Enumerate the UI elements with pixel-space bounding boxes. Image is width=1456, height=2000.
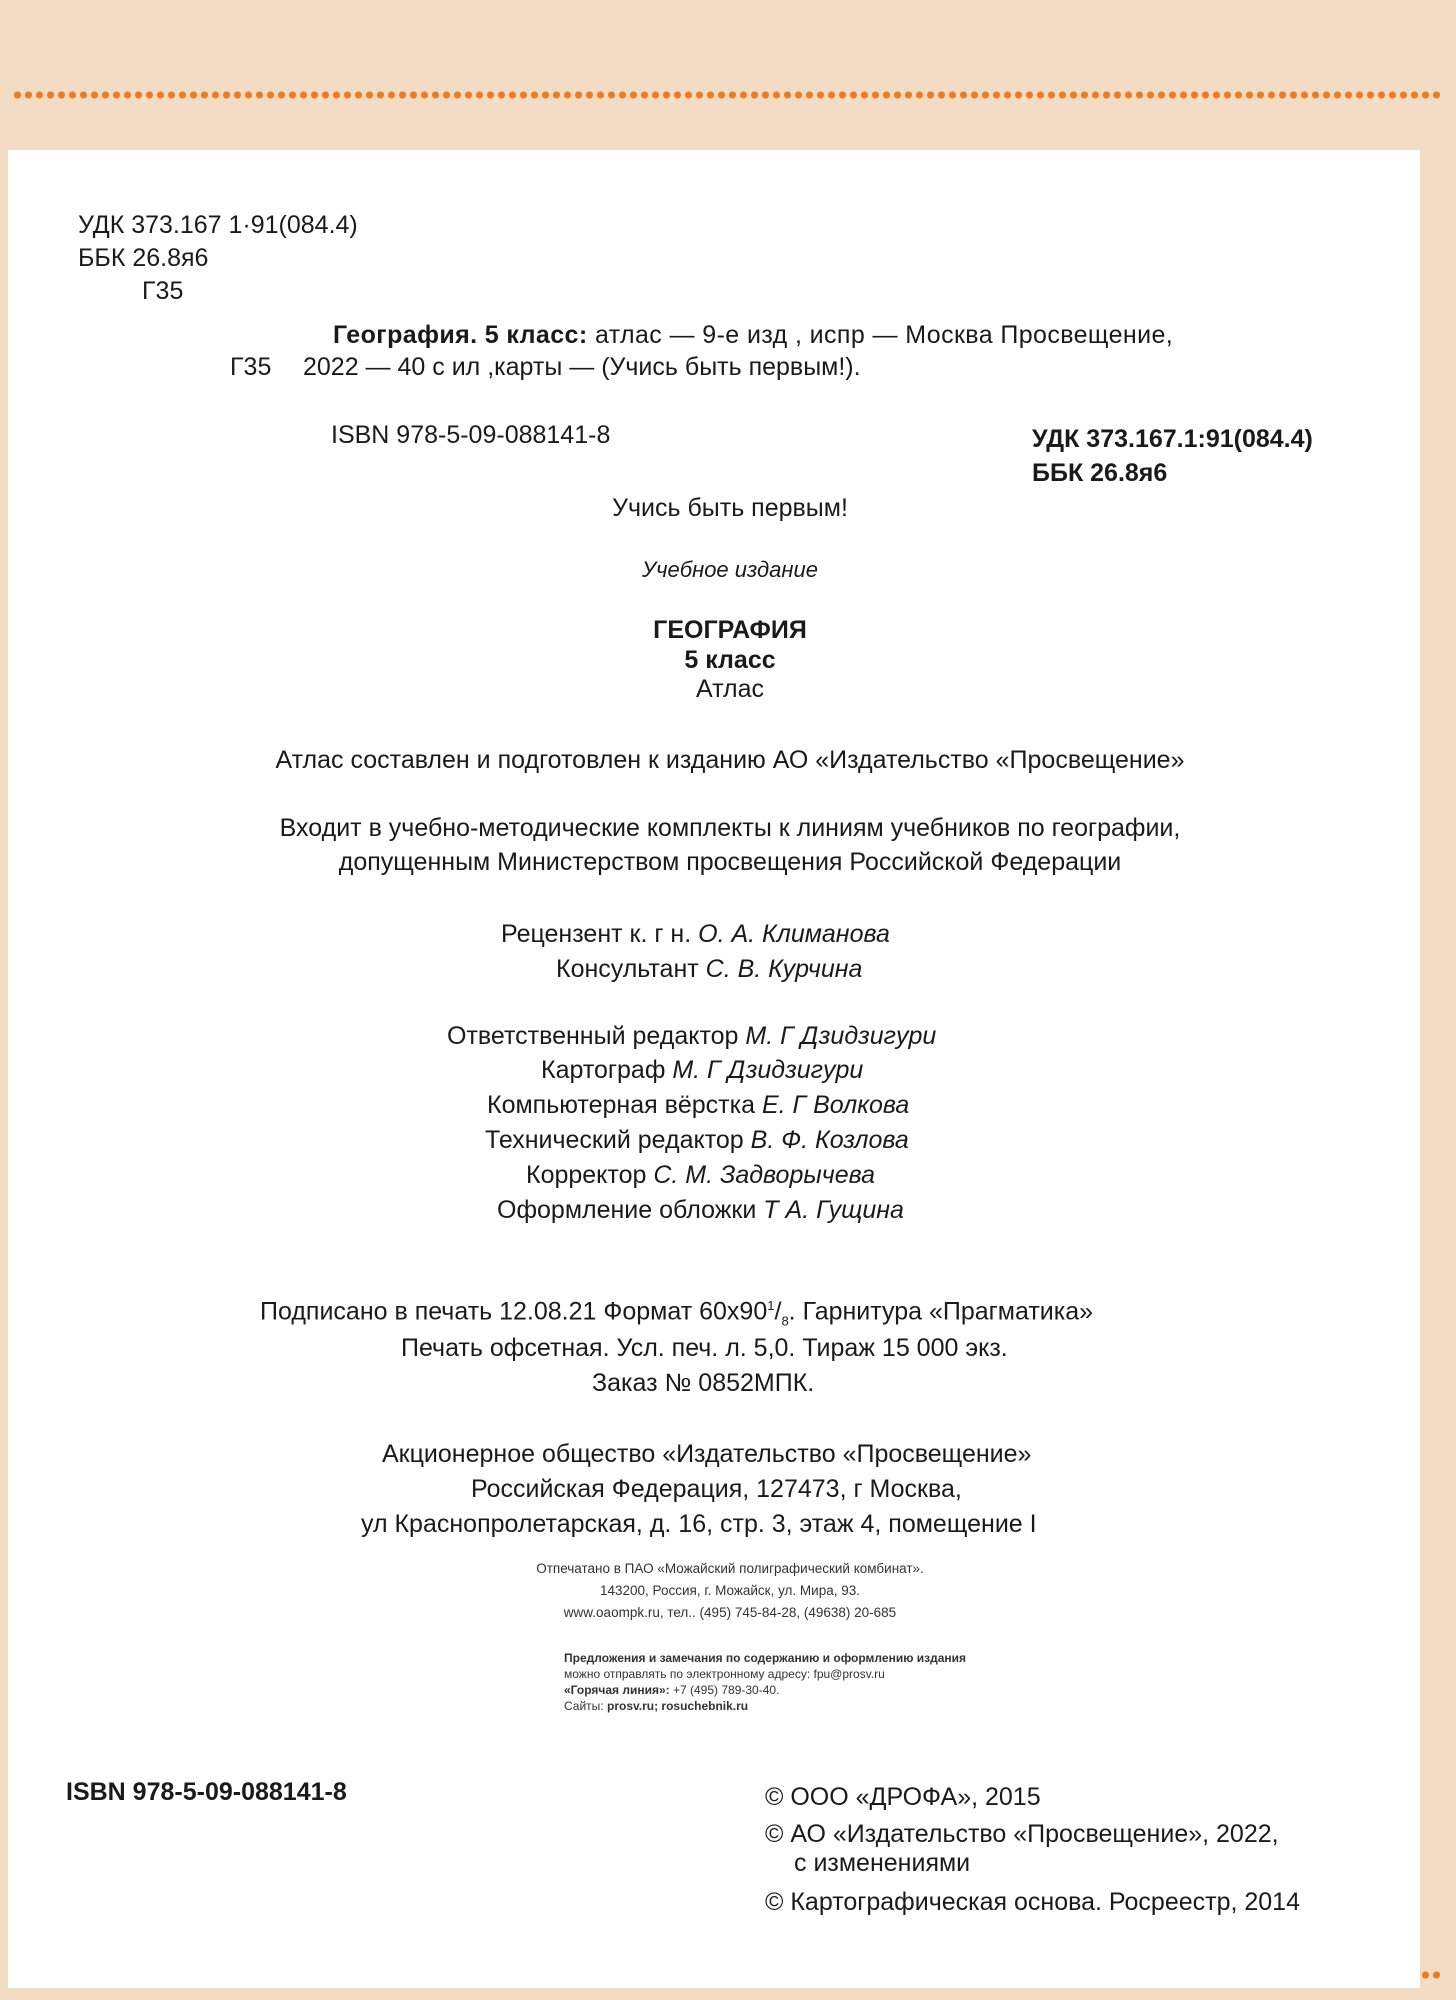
printer-line-2: 143200, Россия, г. Можайск, ул. Мира, 93. <box>600 1583 860 1598</box>
format-fraction-denominator: 8 <box>781 1313 789 1329</box>
credit-layout <box>487 1093 909 1118</box>
credit-cover-design <box>497 1198 904 1223</box>
format-fraction-numerator: 1 <box>767 1298 775 1313</box>
credit-name: С. В. Курчина <box>705 955 863 983</box>
hotline-number: +7 (495) 789-30-40. <box>673 1683 780 1697</box>
credit-role: Ответственный редактор <box>447 1022 739 1050</box>
credit-role: Консультант <box>556 955 699 983</box>
credit-name: С. М. Задворычева <box>653 1161 876 1189</box>
sites-label: Сайты: <box>564 1699 604 1713</box>
credit-editor <box>447 1024 936 1049</box>
compiled-by: Атлас составлен и подготовлен к изданию АО «Издательство «Просвещение» <box>275 746 1185 774</box>
udk-top: УДК 373.167 1·91(084.4) <box>78 211 358 239</box>
print-info-line-3: Заказ № 0852МПК. <box>592 1369 815 1397</box>
print-info-line-2: Печать офсетная. Усл. печ. л. 5,0. Тираж 15 000 экз. <box>401 1334 1008 1362</box>
bibliographic-mark: Г35 <box>230 353 272 381</box>
credit-tech-editor <box>485 1128 909 1153</box>
print-info-signed-format: Подписано в печать 12.08.21 Формат 60x90 <box>260 1297 768 1326</box>
credit-name: В. Ф. Козлова <box>750 1126 909 1154</box>
credit-role: Технический редактор <box>485 1126 744 1154</box>
printer-line-3: www.oaompk.ru, тел.. (495) 745-84-28, (49638) 20-685 <box>563 1605 897 1620</box>
publisher-line-3: ул Краснопролетарская, д. 16, стр. 3, этаж 4, помещение I <box>361 1510 1037 1538</box>
credit-consultant <box>556 957 862 982</box>
credit-name: Е. Г Волкова <box>761 1091 910 1119</box>
series-name: Учись быть первым! <box>612 494 848 522</box>
credit-proofreader <box>526 1163 875 1188</box>
credit-cartographer <box>541 1058 863 1083</box>
copyright-line-1: © ООО «ДРОФА», 2015 <box>765 1783 1041 1811</box>
grade-title: 5 класс <box>684 646 776 674</box>
printer-line-1: Отпечатано в ПАО «Можайский полиграфический комбинат». <box>536 1561 924 1576</box>
bibliographic-line-2: 2022 — 40 с ил ,карты — (Учись быть первым!). <box>303 353 861 381</box>
bbk-top: ББК 26.8я6 <box>78 244 209 272</box>
credit-name: Т А. Гущина <box>763 1196 904 1224</box>
publisher-line-1: Акционерное общество «Издательство «Просвещение» <box>382 1440 1032 1468</box>
credit-role: Корректор <box>526 1161 647 1189</box>
credit-name: М. Г Дзидзигури <box>672 1056 864 1084</box>
copyright-line-2b: с изменениями <box>794 1849 971 1877</box>
included-in-line-2: допущенным Министерством просвещения Российской Федерации <box>338 848 1122 876</box>
feedback-line-1: Предложения и замечания по содержанию и оформлению издания <box>564 1651 967 1665</box>
imprint-page <box>8 150 1420 1988</box>
feedback-hotline <box>564 1684 779 1696</box>
credit-role: Оформление обложки <box>497 1196 757 1224</box>
publisher-line-2: Российская Федерация, 127473, г Москва, <box>471 1475 962 1503</box>
bibliographic-line-1 <box>333 323 1173 348</box>
credit-reviewer <box>501 922 890 947</box>
subject-title: ГЕОГРАФИЯ <box>653 616 807 644</box>
credit-role: Рецензент к. г н. <box>501 920 692 948</box>
copyright-line-2: © АО «Издательство «Просвещение», 2022, <box>765 1820 1279 1848</box>
copyright-line-3: © Картографическая основа. Росреестр, 2014 <box>765 1888 1300 1916</box>
sites-list: prosv.ru; rosuchebnik.ru <box>606 1699 749 1713</box>
feedback-line-2: можно отправлять по электронному адресу: fpu@prosv.ru <box>564 1667 885 1681</box>
credit-role: Картограф <box>541 1056 666 1084</box>
credit-name: О. А. Климанова <box>698 920 890 948</box>
feedback-sites <box>564 1700 748 1712</box>
print-info-typeface: . Гарнитура «Прагматика» <box>788 1297 1094 1326</box>
credit-role: Компьютерная вёрстка <box>487 1091 756 1119</box>
bbk-right: ББК 26.8я6 <box>1032 459 1168 487</box>
credit-name: М. Г Дзидзигури <box>745 1022 937 1050</box>
isbn-record: ISBN 978-5-09-088141-8 <box>331 421 611 449</box>
edition-type: Учебное издание <box>642 557 818 582</box>
hotline-label: «Горячая линия»: <box>564 1683 670 1697</box>
included-in-line-1: Входит в учебно-методические комплекты к линиям учебников по географии, <box>279 814 1181 842</box>
udk-right: УДК 373.167.1:91(084.4) <box>1032 425 1313 453</box>
book-title-bold: География. 5 класс: <box>333 321 588 349</box>
author-mark-top: Г35 <box>142 277 184 305</box>
print-info-line-1: Подписано в печать 12.08.21 Формат $60x90^1/_8$. Гарнитура «Прагматика» <box>260 1297 1094 1329</box>
bibliographic-line-1-rest: атлас — 9-е изд , испр — Москва Просвещение, <box>594 321 1174 349</box>
isbn-bottom: ISBN 978-5-09-088141-8 <box>66 1778 347 1806</box>
top-dotted-border <box>12 90 1444 100</box>
kind-title: Атлас <box>695 675 765 703</box>
